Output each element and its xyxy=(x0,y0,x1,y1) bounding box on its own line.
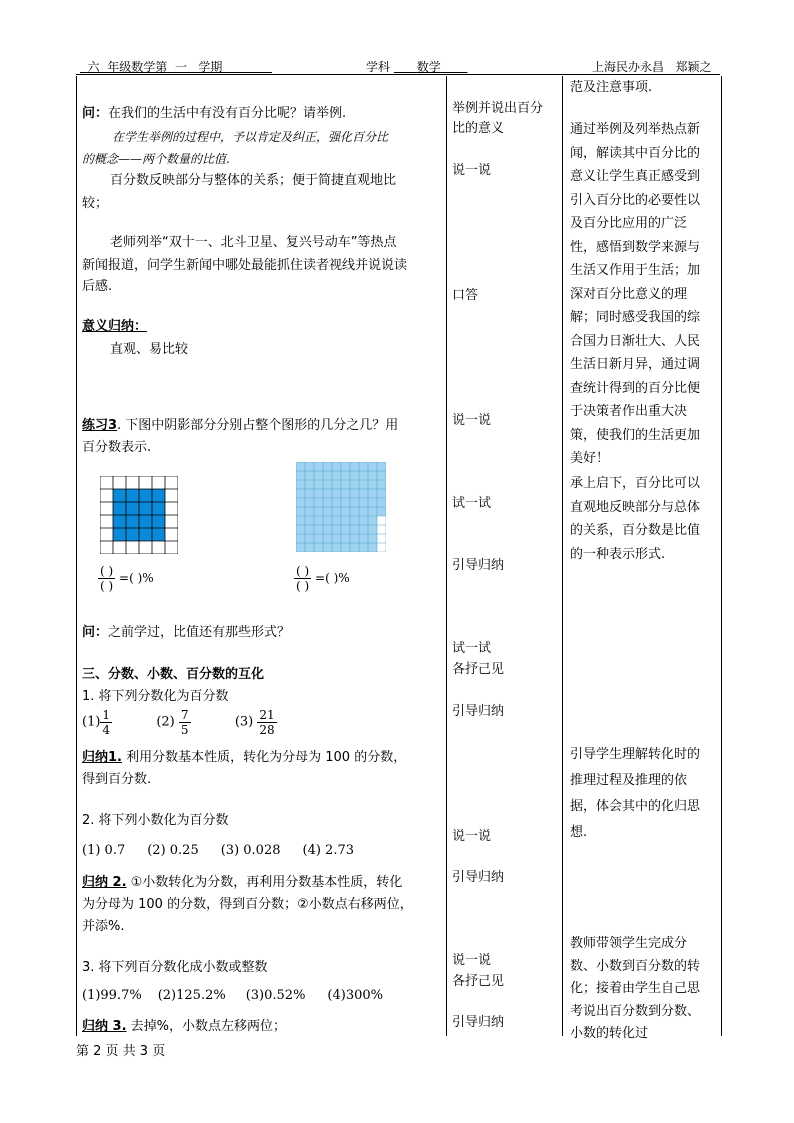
activity-guide-2: 引导归纳 xyxy=(452,704,505,719)
exercise-3-line-2: 百分数表示. xyxy=(82,440,152,455)
activity-guide-3: 引导归纳 xyxy=(452,870,505,885)
term-suffix: 学期 xyxy=(198,60,223,74)
school-name: 上海民办永昌 xyxy=(592,60,665,74)
hundred-grid-figure xyxy=(296,462,386,552)
paragraph-2-line-1: 老师列举“双十一、北斗卫星、复兴号动车”等热点 xyxy=(110,235,397,250)
design-note-5: 教师带领学生完成分数、小数到百分数的转化；接着由学生自己思考说出百分数到分数、小数的转化过 xyxy=(570,936,701,1041)
column-divider-1 xyxy=(446,76,447,1036)
grade-value: 六 xyxy=(87,60,100,74)
design-note-2: 通过举例及列举热点新闻，解读其中百分比的意义让学生真正感受到引入百分比的必要性以及百分比应用的广泛性，感悟到数学来源与生活又作用于生活；加深对百分比意义的理解；同时感受我国的综合国力日渐壮大、人民生活日新月异，通过调查统计得到的百分比便于决策者作出重大决策，使我们的生活更加美好！ xyxy=(570,122,701,466)
activity-say: 说一说 xyxy=(452,163,492,178)
answer-blank-1[interactable]: ( ) ( ) =( )% xyxy=(100,564,154,593)
activity-try: 试一试 xyxy=(452,496,492,511)
exercise-3-line-1: 练习3. 下图中阴影部分分别占整个图形的几分之几？用 xyxy=(82,418,399,433)
handwritten-note-1: 在学生举例的过程中，予以肯定及纠正，强化百分比 xyxy=(112,130,389,144)
question-1: 问：在我们的生活中有没有百分比呢？请举例. xyxy=(82,106,347,121)
activity-try-2: 试一试 xyxy=(452,641,492,656)
task-1: 1. 将下列分数化为百分数 xyxy=(82,689,229,704)
design-note-4: 引导学生理解转化时的推理过程及推理的依据，体会其中的化归思想. xyxy=(570,747,701,840)
activity-say-3: 说一说 xyxy=(452,829,492,844)
paragraph-1-line-1: 百分数反映部分与整体的关系；便于简捷直观地比 xyxy=(110,173,397,188)
summary-1-line-2: 得到百分数. xyxy=(82,772,152,787)
meaning-summary-text: 直观、易比较 xyxy=(110,342,189,357)
question-2: 问：之前学过，比值还有那些形式？ xyxy=(82,625,291,640)
subject-label: 学科 xyxy=(366,60,391,74)
activity-discuss: 各抒己见 xyxy=(452,662,505,677)
handwritten-note-2: 的概念——两个数量的比值. xyxy=(82,152,230,166)
summary-2-line-2: 为分母为 100 的分数，得到百分数；②小数点右移两位， xyxy=(82,897,413,912)
section-3-title: 三、分数、小数、百分数的互化 xyxy=(82,667,265,682)
term-value: 一 xyxy=(174,60,187,74)
page-footer: 第 2 页 共 3 页 xyxy=(76,1044,166,1059)
decimal-list: (1) 0.7 (2) 0.25 (3) 0.028 (4) 2.73 xyxy=(82,843,354,858)
paragraph-1-line-2: 较； xyxy=(82,196,109,211)
header-subject xyxy=(366,58,467,75)
meaning-summary-title: 意义归纳： xyxy=(82,319,148,334)
design-note-3: 承上启下，百分比可以直观地反映部分与总体的关系，百分数是比值的一种表示形式. xyxy=(570,476,701,562)
summary-1-line-1: 归纳1. 利用分数基本性质，转化为分母为 100 的分数， xyxy=(82,750,407,765)
activity-guide: 引导归纳 xyxy=(452,558,505,573)
subject-value: 数学 xyxy=(416,60,441,74)
header-rule xyxy=(76,74,720,75)
header-teacher xyxy=(592,58,711,75)
summary-2-line-3: 并添%. xyxy=(82,919,125,934)
paragraph-2-line-3: 后感. xyxy=(82,279,113,294)
answer-blank-2[interactable]: ( ) ( ) =( )% xyxy=(296,564,350,593)
activity-discuss-2: 各抒己见 xyxy=(452,974,505,989)
header-grade-term xyxy=(80,58,272,75)
fraction-list: (1) $\frac{1}{4}$ (2) $\frac{7}{5}$ (3) $\frac{21}{28}$ xyxy=(82,708,275,737)
column-divider-2 xyxy=(562,76,563,1036)
activity-say-4: 说一说 xyxy=(452,953,492,968)
activity-example: 举例并说出百分 xyxy=(452,101,544,116)
activity-example-line-2: 比的意义 xyxy=(452,121,505,136)
summary-3: 归纳 3. 去掉%，小数点左移两位； xyxy=(82,1019,287,1034)
task-2: 2. 将下列小数化为百分数 xyxy=(82,813,229,828)
task-3: 3. 将下列百分数化成小数或整数 xyxy=(82,960,268,975)
percent-list: (1)99.7% (2)125.2% (3)0.52% (4)300% xyxy=(82,988,384,1003)
activity-oral-answer: 口答 xyxy=(452,288,479,303)
small-grid-figure xyxy=(100,476,178,554)
design-note-1: 范及注意事项. xyxy=(570,80,653,95)
teacher-name: 郑颖之 xyxy=(675,60,712,74)
summary-2-line-1: 归纳 2. ①小数转化为分数，再利用分数基本性质，转化 xyxy=(82,875,403,890)
paragraph-2-line-2: 新闻报道，问学生新闻中哪处最能抓住读者视线并说说读 xyxy=(82,258,408,273)
activity-say-2: 说一说 xyxy=(452,413,492,428)
activity-guide-4: 引导归纳 xyxy=(452,1015,505,1030)
grade-suffix: 年级数学第 xyxy=(107,60,168,74)
